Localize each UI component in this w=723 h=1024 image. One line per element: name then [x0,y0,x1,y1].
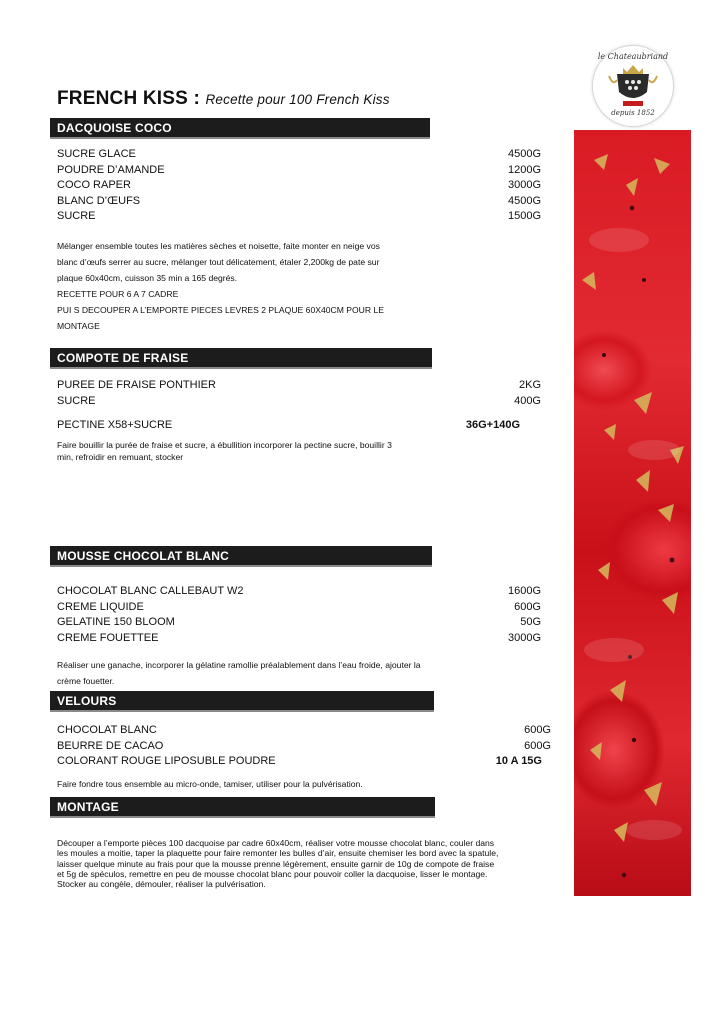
ingredient-qty: 36G+140G [465,419,520,431]
ingredient-row [57,163,541,179]
instructions-compote [57,440,392,463]
ingredient-row [57,631,541,647]
ingredient-qty: 1600G [507,585,541,597]
logo-year: depuis 1852 [611,109,655,117]
instruction-line: les moules a moitie, taper la plaquette pour faire remonter les bulles d’air, ensuite chemiser les bord avec la spatule, [57,848,499,859]
gold-leaf-decoration [574,130,691,896]
instruction-line: Faire fondre tous ensemble au micro-onde, tamiser, utiliser pour la pulvérisation. [57,779,363,789]
section-heading-compote: COMPOTE DE FRAISE [50,348,432,369]
ingredient-qty: 2KG [518,379,541,391]
instructions-dacquoise [57,238,384,334]
ingredient-name: CREME LIQUIDE [57,600,144,613]
section-heading-velours: VELOURS [50,691,434,712]
ingredient-qty: 600G [524,739,551,752]
ingredient-name: SUCRE [57,210,96,222]
title-subtitle: Recette pour 100 French Kiss [205,92,390,107]
ingredient-row [57,418,520,434]
logo-name: le Chateaubriand [597,52,669,61]
ingredient-list-dacquoise [57,147,541,225]
instruction-line: Réaliser une ganache, incorporer la gélatine ramollie préalablement dans l’eau froide, ajouter la [57,660,421,670]
ingredient-name: CHOCOLAT BLANC [57,724,157,736]
instruction-line: laisser quelque minute au frais pour que la mousse prenne légèrement, ensuite garnir de 10g de compote de fraise [57,858,495,869]
ingredient-qty: 1500G [507,210,541,222]
ingredient-row [57,178,541,194]
ingredient-list-compote [57,378,541,409]
ingredient-name: CHOCOLAT BLANC CALLEBAUT W2 [57,585,244,597]
ingredient-row [57,147,541,163]
ingredient-row [57,600,541,616]
instruction-line: RECETTE POUR 6 A 7 CADRE [57,289,179,299]
ingredient-qty: 50G [520,616,541,628]
instruction-line: Mélanger ensemble toutes les matières sèches et noisette, faite monter en neige vos [57,241,380,251]
instruction-line: Découper a l’emporte pièces 100 dacquoise par cadre 60x40cm, réaliser votre mousse chocolat blanc, couler dans [57,838,495,848]
instructions-velours [57,778,363,790]
ingredient-qty: 10 A 15G [495,755,542,767]
ingredient-qty: 400G [514,394,541,407]
ingredient-row [57,378,541,394]
instruction-line: Stocker au congèle, démouler, réaliser la pulvérisation. [57,879,266,890]
ingredient-row [57,209,541,225]
ingredient-row [57,723,551,739]
page-title [57,88,390,110]
ingredient-row [57,739,551,755]
ingredient-name: SUCRE GLACE [57,148,136,160]
ingredient-name: POUDRE D’AMANDE [57,163,165,176]
ingredient-qty: 3000G [507,179,541,191]
ingredient-qty: 600G [514,600,541,613]
instruction-line: MONTAGE [57,321,100,331]
ingredient-row [57,194,541,210]
ingredient-name: BLANC D’ŒUFS [57,194,141,207]
instruction-line: et 5g de spéculos, remettre en peu de mousse chocolat blanc pour pouvoir coller la dacquoise, lisser le montage. [57,868,488,879]
instructions-montage [57,838,498,889]
ingredient-name: BEURRE DE CACAO [57,739,164,752]
title-main: FRENCH KISS : [57,88,200,109]
instruction-line: blanc d’œufs serrer au sucre, mélanger tout délicatement, étaler 2,200kg de pate sur [57,257,380,267]
section-heading-mousse: MOUSSE CHOCOLAT BLANC [50,546,432,567]
ingredient-list-velours [57,723,551,754]
ingredient-name: SUCRE [57,394,96,407]
ingredient-qty: 1200G [507,163,541,176]
ingredient-name: PECTINE X58+SUCRE [57,419,173,431]
ingredient-list-compote-extra [57,418,520,434]
ingredient-row [57,584,541,600]
ingredient-name: CREME FOUETTEE [57,631,159,644]
instruction-line: Faire bouillir la purée de fraise et sucre, a ébullition incorporer la pectine sucre, bouillir 3 [57,440,392,450]
section-heading-montage: MONTAGE [50,797,435,818]
ingredient-row [57,615,541,631]
ingredient-qty: 4500G [507,148,541,160]
ingredient-qty: 600G [524,724,551,736]
instruction-line: crème fouetter. [57,676,115,686]
ingredient-name: GELATINE 150 BLOOM [57,616,175,628]
ingredient-list-velours-extra [57,754,542,770]
ingredient-name: COCO RAPER [57,179,131,191]
ingredient-qty: 4500G [507,194,541,207]
ingredient-name: COLORANT ROUGE LIPOSUBLE POUDRE [57,755,276,767]
ingredient-qty: 3000G [507,631,541,644]
instruction-line: min, refroidir en remuant, stocker [57,451,184,462]
section-heading-dacquoise: DACQUOISE COCO [50,118,430,139]
dessert-photo [574,130,691,896]
ingredient-name: PUREE DE FRAISE PONTHIER [57,379,216,391]
chateaubriand-logo [592,45,674,127]
ingredient-row [57,754,542,770]
instructions-mousse [57,657,421,689]
ingredient-list-mousse [57,584,541,646]
instruction-line: plaque 60x40cm, cuisson 35 min a 165 degrés. [57,273,238,283]
ingredient-row [57,394,541,410]
instruction-line: PUI S DECOUPER A L’EMPORTE PIECES LEVRES 2 PLAQUE 60X40CM POUR LE [57,305,384,315]
